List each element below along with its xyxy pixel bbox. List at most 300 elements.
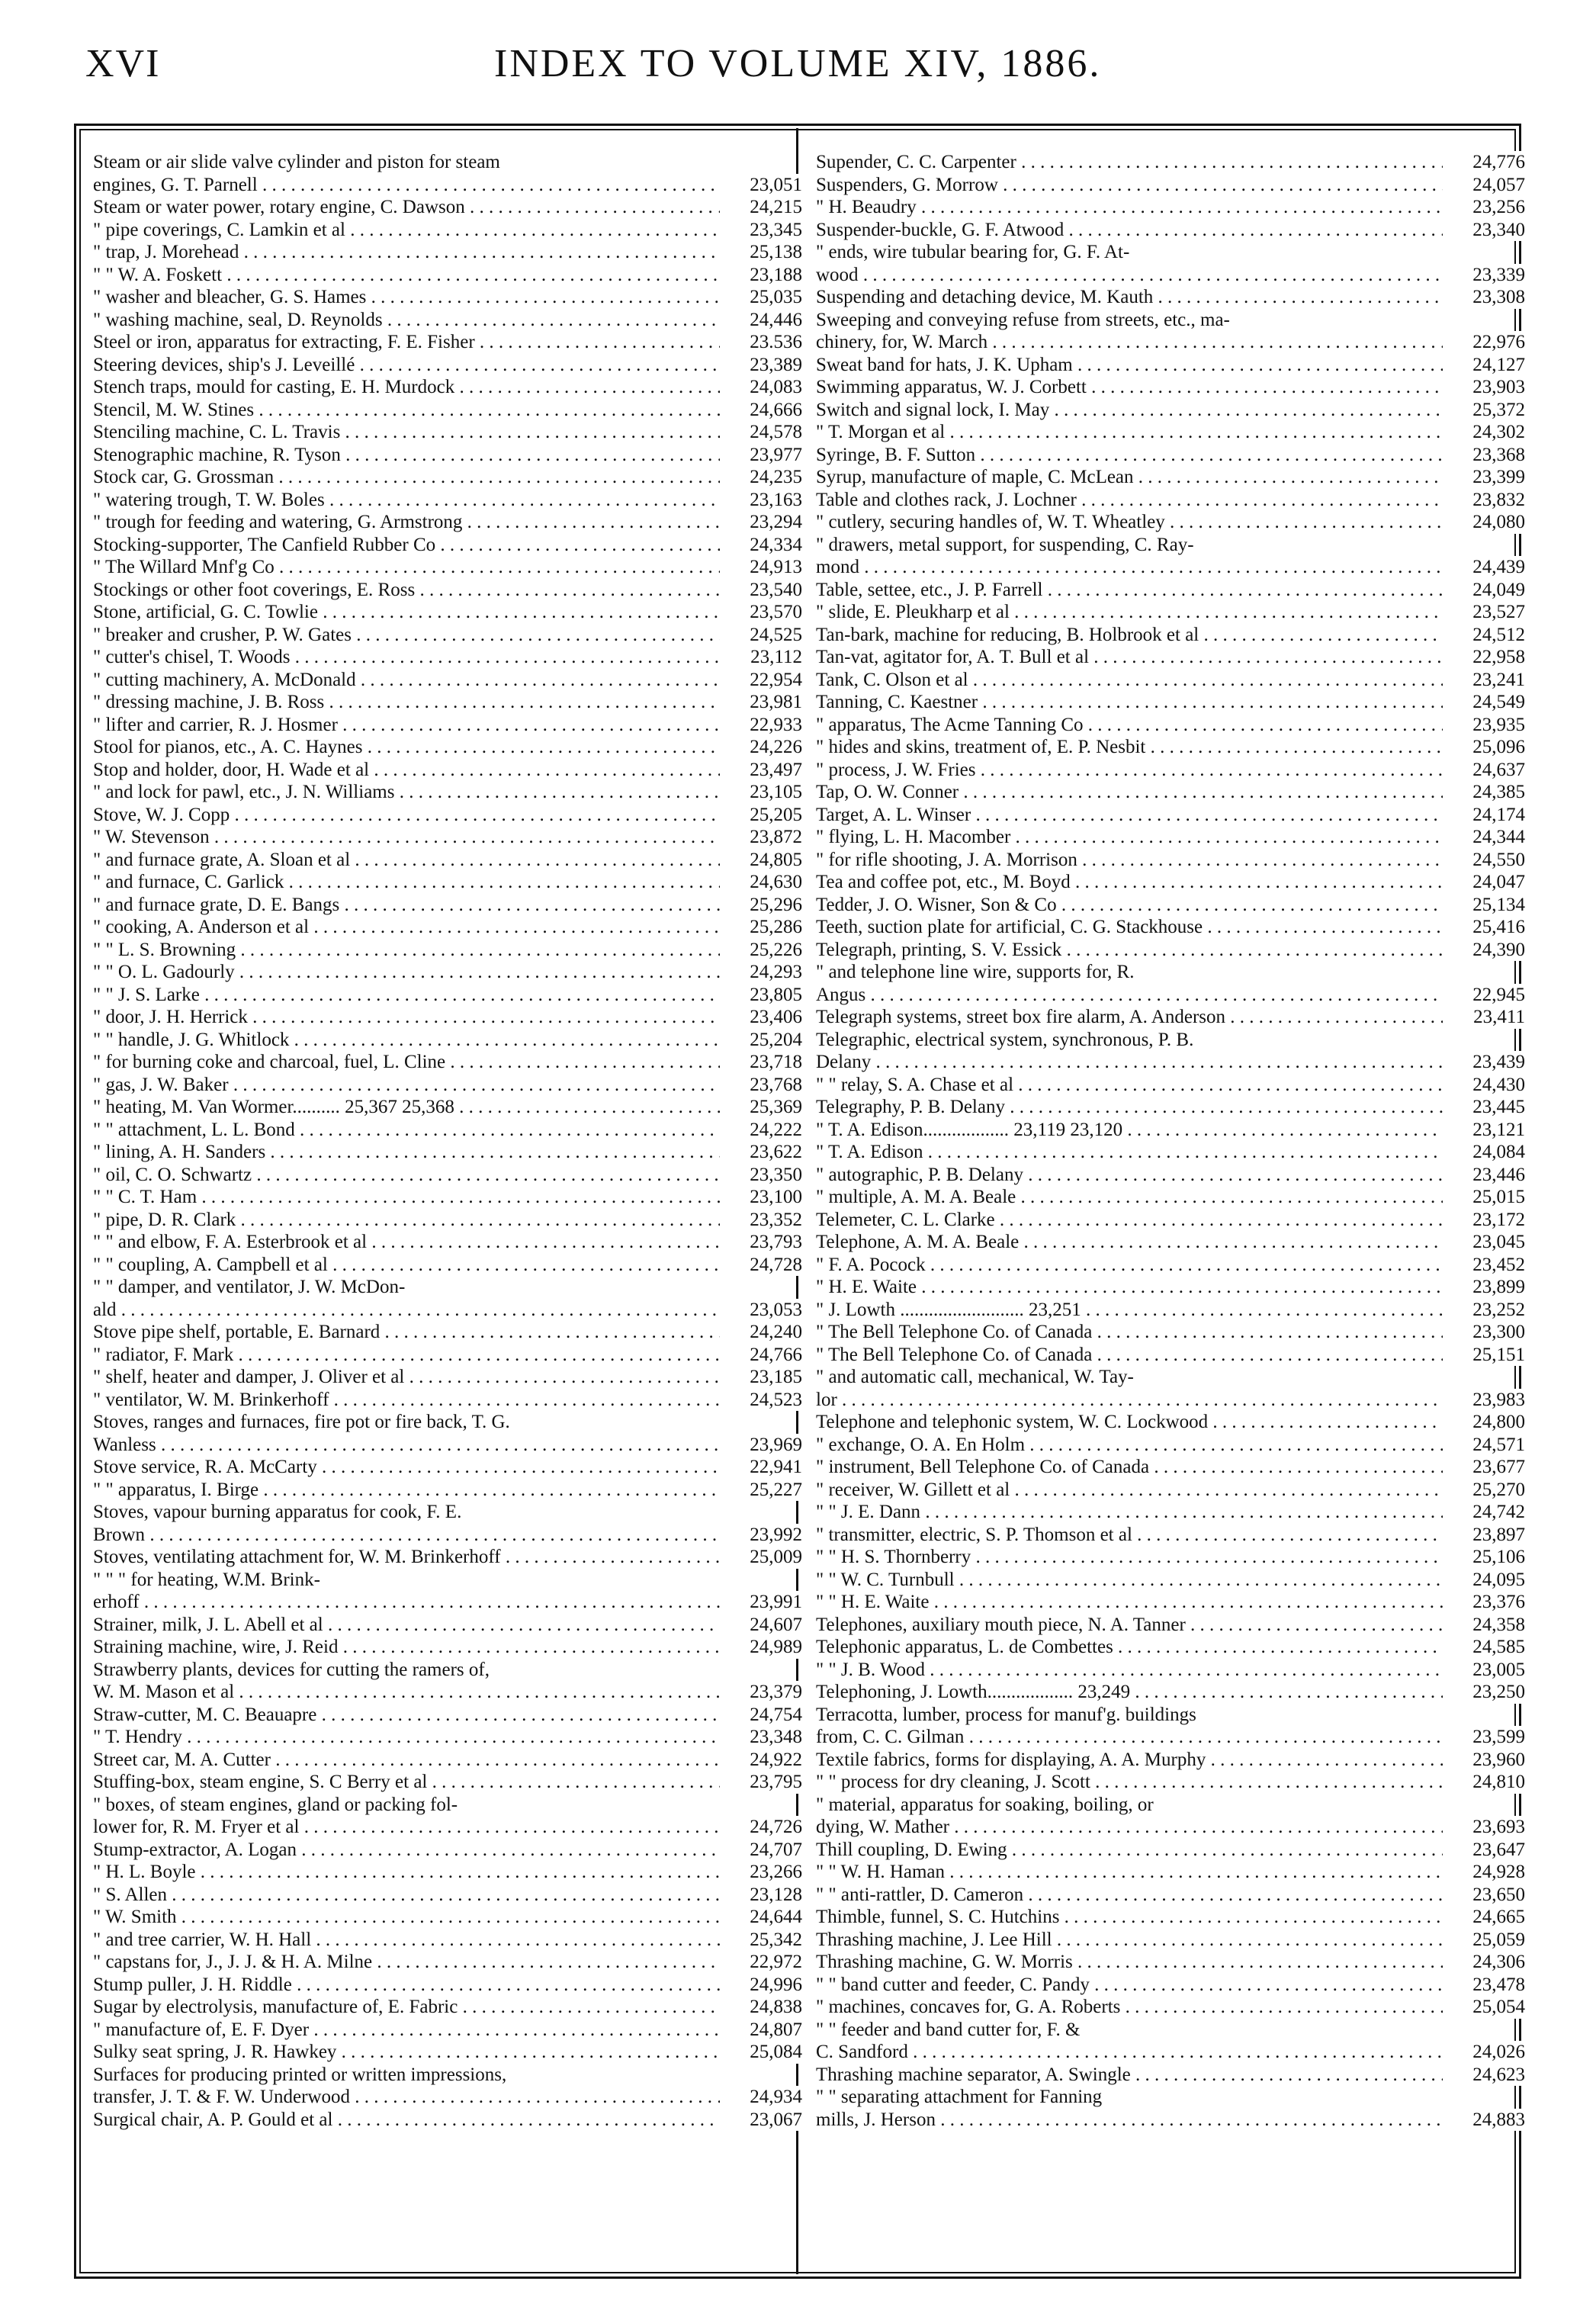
- index-entry-text: " The Willard Mnf'g Co . . .: [93, 556, 802, 579]
- index-entry-text: " " handle, J. G. Whitlock . . .: [93, 1029, 802, 1052]
- index-entry-text: Telephone, A. M. A. Beale . . .: [816, 1231, 1525, 1254]
- index-entry-number: 24,623: [1443, 2064, 1525, 2087]
- index-entry-number: 24,578: [720, 421, 802, 444]
- index-entry-number: 23,935: [1443, 714, 1525, 737]
- index-entry-text: " lifter and carrier, R. J. Hosmer . . .: [93, 714, 802, 737]
- index-entry: [93, 556, 802, 579]
- index-entry: [93, 1096, 802, 1119]
- index-entry-text: " washing machine, seal, D. Reynolds . . .: [93, 309, 802, 332]
- index-entry: [93, 1839, 802, 1862]
- index-entry-number: 23,992: [720, 1524, 802, 1547]
- index-entry: [93, 399, 802, 422]
- index-entry: [816, 1186, 1525, 1209]
- index-entry: [816, 826, 1525, 849]
- index-entry: [93, 916, 802, 939]
- index-entry: [816, 1906, 1525, 1929]
- index-entry-text: C. Sandford . . .: [816, 2041, 1525, 2064]
- index-entry-text: " S. Allen . . .: [93, 1884, 802, 1907]
- index-entry: [816, 444, 1525, 467]
- index-entry-text: " for rifle shooting, J. A. Morrison . . .: [816, 849, 1525, 872]
- index-entry-number: 23,105: [720, 781, 802, 804]
- index-entry: [816, 241, 1525, 264]
- index-entry-text: " " apparatus, I. Birge . . .: [93, 1479, 802, 1502]
- index-entry-text: " instrument, Bell Telephone Co. of Canada . . .: [816, 1456, 1525, 1479]
- index-entry: [93, 1704, 802, 1727]
- index-entry-number: 24,222: [720, 1119, 802, 1142]
- index-entry-number: 23,348: [720, 1726, 802, 1749]
- index-entry-number: 23,345: [720, 219, 802, 242]
- index-entry: [93, 1344, 802, 1367]
- index-entry-number: 23,045: [1443, 1231, 1525, 1254]
- index-entry-number: 23,795: [720, 1771, 802, 1794]
- index-entry: [816, 489, 1525, 512]
- index-entry-number: 23,121: [1443, 1119, 1525, 1142]
- index-entry-number: 24,928: [1443, 1861, 1525, 1884]
- index-entry-text: Brown . . .: [93, 1524, 802, 1547]
- index-entry: [93, 151, 802, 174]
- index-entry-number: 23,352: [720, 1209, 802, 1232]
- index-entry-text: " and tree carrier, W. H. Hall . . .: [93, 1929, 802, 1952]
- index-entry-text: " " relay, S. A. Chase et al . . .: [816, 1074, 1525, 1097]
- index-entry-text: " cutlery, securing handles of, W. T. Wheatley . . .: [816, 511, 1525, 534]
- index-entry-text: Street car, M. A. Cutter . . .: [93, 1749, 802, 1772]
- index-entry-text: Table, settee, etc., J. P. Farrell . . .: [816, 579, 1525, 602]
- index-entry-number: 23,379: [720, 1681, 802, 1704]
- index-entry-number: 24,083: [720, 376, 802, 399]
- index-entry-number: 25,138: [720, 241, 802, 264]
- index-entry-text: " trough for feeding and watering, G. Armstrong . . .: [93, 511, 802, 534]
- index-entry-text: Stove pipe shelf, portable, E. Barnard . . .: [93, 1321, 802, 1344]
- index-entry-number: 23,005: [1443, 1659, 1525, 1682]
- index-entry: [816, 1636, 1525, 1659]
- index-entry-number: 25,372: [1443, 399, 1525, 422]
- index-entry: [816, 916, 1525, 939]
- index-entry-text: transfer, J. T. & F. W. Underwood . . .: [93, 2086, 802, 2109]
- index-entry: [816, 984, 1525, 1007]
- index-entry: [93, 669, 802, 692]
- index-entry: [816, 781, 1525, 804]
- index-entry-text: Straining machine, wire, J. Reid . . .: [93, 1636, 802, 1659]
- index-entry: [93, 1771, 802, 1794]
- index-entry-text: " shelf, heater and damper, J. Oliver et al . . .: [93, 1366, 802, 1389]
- index-entry-number: 23,693: [1443, 1816, 1525, 1839]
- index-entry-text: " " attachment, L. L. Bond . . .: [93, 1119, 802, 1142]
- index-entry-text: Tan-vat, agitator for, A. T. Bull et al . . .: [816, 646, 1525, 669]
- index-entry-number: 24,127: [1443, 354, 1525, 377]
- index-entry: [93, 646, 802, 669]
- index-entry-text: dying, W. Mather . . .: [816, 1816, 1525, 1839]
- index-entry: [93, 1816, 802, 1839]
- index-entry: [93, 1074, 802, 1097]
- index-entry: [816, 556, 1525, 579]
- index-entry: [93, 1411, 802, 1434]
- index-entry: [816, 1569, 1525, 1592]
- index-entry-number: 24,810: [1443, 1771, 1525, 1794]
- index-entry-text: Tea and coffee pot, etc., M. Boyd . . .: [816, 871, 1525, 894]
- index-entry-number: 25,151: [1443, 1344, 1525, 1367]
- index-entry: [93, 1479, 802, 1502]
- index-entry-number: 24,883: [1443, 2109, 1525, 2132]
- index-entry: [93, 1546, 802, 1569]
- index-entry: [816, 1749, 1525, 1772]
- index-entry-text: " flying, L. H. Macomber . . .: [816, 826, 1525, 849]
- index-entry-number: 23,977: [720, 444, 802, 467]
- index-entry-number: 23,389: [720, 354, 802, 377]
- index-entry-number: 24,512: [1443, 624, 1525, 647]
- index-entry-text: " boxes, of steam engines, gland or packing fol-: [93, 1794, 458, 1815]
- index-entry-text: Steam or air slide valve cylinder and piston for steam: [93, 152, 500, 172]
- index-entry: [816, 579, 1525, 602]
- index-entry: [816, 466, 1525, 489]
- index-entry: [93, 286, 802, 309]
- index-entry-number: 25,009: [720, 1546, 802, 1569]
- index-entry-number: 25,270: [1443, 1479, 1525, 1502]
- index-entry: [816, 1029, 1525, 1052]
- index-entry-text: Stump puller, J. H. Riddle . . .: [93, 1974, 802, 1997]
- index-entry-text: " " anti-rattler, D. Cameron . . .: [816, 1884, 1525, 1907]
- index-entry-number: 24,607: [720, 1614, 802, 1637]
- index-entry-text: " " coupling, A. Campbell et al . . .: [93, 1254, 802, 1277]
- index-entry-text: " T. Hendry . . .: [93, 1726, 802, 1749]
- index-entry-text: lower for, R. M. Fryer et al . . .: [93, 1816, 802, 1839]
- index-entry-text: Stenciling machine, C. L. Travis . . .: [93, 421, 802, 444]
- index-entry-text: " ventilator, W. M. Brinkerhoff . . .: [93, 1389, 802, 1412]
- index-entry-number: 25,134: [1443, 894, 1525, 917]
- index-entry-text: Thimble, funnel, S. C. Hutchins . . .: [816, 1906, 1525, 1929]
- index-entry: [816, 1434, 1525, 1457]
- index-entry-number: 24,776: [1443, 151, 1525, 174]
- index-entry: [816, 624, 1525, 647]
- index-entry-text: ald . . .: [93, 1299, 802, 1322]
- index-entry: [816, 1006, 1525, 1029]
- index-entry: [93, 1794, 802, 1817]
- index-entry: [93, 196, 802, 219]
- index-entry: [816, 196, 1525, 219]
- index-entry-number: 24,334: [720, 534, 802, 557]
- index-entry: [93, 1884, 802, 1907]
- index-entry-text: " pipe coverings, C. Lamkin et al . . .: [93, 219, 802, 242]
- index-entry: [93, 466, 802, 489]
- index-entry-number: 23,172: [1443, 1209, 1525, 1232]
- index-entry-text: Strawberry plants, devices for cutting the ramers of,: [93, 1659, 490, 1680]
- index-entry: [93, 1501, 802, 1524]
- index-entry-number: 24,996: [720, 1974, 802, 1997]
- index-entry-number: 23,411: [1443, 1006, 1525, 1029]
- index-entry: [93, 2064, 802, 2087]
- index-entry: [93, 421, 802, 444]
- index-entry-number: 25,296: [720, 894, 802, 917]
- index-entry: [93, 1164, 802, 1187]
- index-entry-text: Stencil, M. W. Stines . . .: [93, 399, 802, 422]
- index-entry: [93, 1569, 802, 1592]
- index-entry-text: Telephoning, J. Lowth.................. 23,249 . . .: [816, 1681, 1525, 1704]
- index-entry-text: erhoff . . .: [93, 1591, 802, 1614]
- index-entry: [93, 1051, 802, 1074]
- index-entry-text: Telegraph, printing, S. V. Essick . . .: [816, 939, 1525, 962]
- index-entry: [93, 489, 802, 512]
- index-entry: [93, 1254, 802, 1277]
- index-entry: [816, 804, 1525, 827]
- index-entry-text: Sugar by electrolysis, manufacture of, E. Fabric . . .: [93, 1996, 802, 2019]
- index-entry-text: " " feeder and band cutter for, F. &: [816, 2019, 1081, 2040]
- index-entry-number: 23,897: [1443, 1524, 1525, 1547]
- index-entry-number: 23,252: [1443, 1299, 1525, 1322]
- index-entry: [816, 849, 1525, 872]
- index-entry: [816, 174, 1525, 197]
- index-entry-text: chinery, for, W. March . . .: [816, 331, 1525, 354]
- index-entry-number: 24,550: [1443, 849, 1525, 872]
- index-entry: [93, 354, 802, 377]
- index-entry: [816, 1524, 1525, 1547]
- index-entry-number: 23,768: [720, 1074, 802, 1097]
- index-entry-number: 24,358: [1443, 1614, 1525, 1637]
- index-entry: [816, 759, 1525, 782]
- index-entry-text: lor . . .: [816, 1389, 1525, 1412]
- index-entry-text: " T. A. Edison.................. 23,119 23,120 . . .: [816, 1119, 1525, 1142]
- page-number: XVI: [85, 42, 161, 85]
- index-entry: [93, 579, 802, 602]
- index-entry-text: Stock car, G. Grossman . . .: [93, 466, 802, 489]
- index-entry: [93, 1119, 802, 1142]
- index-entry-number: 23,899: [1443, 1276, 1525, 1299]
- index-entry-text: " T. Morgan et al . . .: [816, 421, 1525, 444]
- index-entry-text: Telephonic apparatus, L. de Combettes . . .: [816, 1636, 1525, 1659]
- index-entry-number: 24,525: [720, 624, 802, 647]
- index-entry-number: 25,226: [720, 939, 802, 962]
- index-entry-number: 25,106: [1443, 1546, 1525, 1569]
- index-entry-number: 23,300: [1443, 1321, 1525, 1344]
- index-entry-text: Target, A. L. Winser . . .: [816, 804, 1525, 827]
- index-entry-number: 24,665: [1443, 1906, 1525, 1929]
- index-entry-number: 24,805: [720, 849, 802, 872]
- index-entry: [93, 624, 802, 647]
- index-entry: [93, 759, 802, 782]
- index-entry-number: 24,293: [720, 961, 802, 984]
- index-entry-number: 23,128: [720, 1884, 802, 1907]
- index-entry: [816, 714, 1525, 737]
- index-entry-text: " slide, E. Pleukharp et al . . .: [816, 601, 1525, 624]
- index-entry: [93, 174, 802, 197]
- index-entry: [816, 1929, 1525, 1952]
- index-entry-number: 24,047: [1443, 871, 1525, 894]
- index-entry-text: Switch and signal lock, I. May . . .: [816, 399, 1525, 422]
- index-entry: [93, 331, 802, 354]
- index-entry: [93, 2041, 802, 2064]
- index-entry: [816, 1501, 1525, 1524]
- index-entry-text: " The Bell Telephone Co. of Canada . . .: [816, 1321, 1525, 1344]
- page-title: INDEX TO VOLUME XIV, 1886.: [494, 42, 1102, 85]
- index-entry-number: 24,922: [720, 1749, 802, 1772]
- index-entry-text: Stoves, vapour burning apparatus for cook, F. E.: [93, 1502, 462, 1522]
- index-entry-text: Straw-cutter, M. C. Beauapre . . .: [93, 1704, 802, 1727]
- index-entry: [93, 691, 802, 714]
- index-entry-text: Thrashing machine separator, A. Swingle . . .: [816, 2064, 1525, 2087]
- index-entry: [816, 1074, 1525, 1097]
- index-entry-text: " radiator, F. Mark . . .: [93, 1344, 802, 1367]
- index-entry-text: " " W. A. Foskett . . .: [93, 264, 802, 287]
- index-entry-number: 22,941: [720, 1456, 802, 1479]
- index-entry: [816, 1299, 1525, 1322]
- index-entry-number: 24,049: [1443, 579, 1525, 602]
- index-entry: [816, 1321, 1525, 1344]
- index-entry: [816, 669, 1525, 692]
- index-entry-text: " cooking, A. Anderson et al . . .: [93, 916, 802, 939]
- index-entry: [93, 2086, 802, 2109]
- index-entry-number: 23,100: [720, 1186, 802, 1209]
- index-entry: [816, 309, 1525, 332]
- index-entry: [816, 286, 1525, 309]
- index-entry-text: " J. Lowth .......................... 23,251 . . .: [816, 1299, 1525, 1322]
- index-entry-text: Syrup, manufacture of maple, C. McLean . . .: [816, 466, 1525, 489]
- index-entry: [93, 1434, 802, 1457]
- index-entry-number: 24,095: [1443, 1569, 1525, 1592]
- index-entry-text: " lining, A. H. Sanders . . .: [93, 1141, 802, 1164]
- index-entry: [93, 849, 802, 872]
- index-entry-number: 25,059: [1443, 1929, 1525, 1952]
- index-entry-text: " W. Smith . . .: [93, 1906, 802, 1929]
- index-entry-text: Steering devices, ship's J. Leveillé . . .: [93, 354, 802, 377]
- index-entry-text: " transmitter, electric, S. P. Thomson et al . . .: [816, 1524, 1525, 1547]
- index-entry: [816, 2064, 1525, 2087]
- index-entry: [816, 1839, 1525, 1862]
- index-entry-number: 23,445: [1443, 1096, 1525, 1119]
- index-entry: [93, 894, 802, 917]
- index-entry-number: 23,294: [720, 511, 802, 534]
- index-entry-text: " " L. S. Browning . . .: [93, 939, 802, 962]
- index-entry-number: 23,960: [1443, 1749, 1525, 1772]
- index-entry-text: engines, G. T. Parnell . . .: [93, 174, 802, 197]
- index-entry: [816, 2086, 1525, 2109]
- index-entry-text: Telegraphy, P. B. Delany . . .: [816, 1096, 1525, 1119]
- index-entry-text: " exchange, O. A. En Holm . . .: [816, 1434, 1525, 1457]
- index-entry-number: 23,266: [720, 1861, 802, 1884]
- index-entry: [93, 1366, 802, 1389]
- index-entry-text: " and furnace grate, D. E. Bangs . . .: [93, 894, 802, 917]
- index-entry: [816, 1794, 1525, 1817]
- index-entry-text: " " J. S. Larke . . .: [93, 984, 802, 1007]
- index-entry-number: 23,981: [720, 691, 802, 714]
- index-entry-number: 24,439: [1443, 556, 1525, 579]
- index-entry: [816, 691, 1525, 714]
- index-entry-number: 23,983: [1443, 1389, 1525, 1412]
- index-entry-number: 23,969: [720, 1434, 802, 1457]
- index-entry-number: 23,570: [720, 601, 802, 624]
- index-entry-text: " W. Stevenson . . .: [93, 826, 802, 849]
- index-entry: [93, 1614, 802, 1637]
- index-entry-text: " and furnace, C. Garlick . . .: [93, 871, 802, 894]
- index-entry-number: 24,742: [1443, 1501, 1525, 1524]
- index-entry-number: 24,549: [1443, 691, 1525, 714]
- index-entry-number: 23,497: [720, 759, 802, 782]
- index-entry-text: " gas, J. W. Baker . . .: [93, 1074, 802, 1097]
- index-entry-number: 23,376: [1443, 1591, 1525, 1614]
- index-entry: [93, 1141, 802, 1164]
- index-entry-text: W. M. Mason et al . . .: [93, 1681, 802, 1704]
- index-entry-text: " and furnace grate, A. Sloan et al . . .: [93, 849, 802, 872]
- index-entry-text: " " J. E. Dann . . .: [816, 1501, 1525, 1524]
- index-entry: [816, 1276, 1525, 1299]
- index-entry-text: " " and elbow, F. A. Esterbrook et al . . .: [93, 1231, 802, 1254]
- index-entry: [816, 1681, 1525, 1704]
- index-entry: [816, 376, 1525, 399]
- index-entry-text: Tedder, J. O. Wisner, Son & Co . . .: [816, 894, 1525, 917]
- index-entry-number: 23,903: [1443, 376, 1525, 399]
- index-entry-number: 24,934: [720, 2086, 802, 2109]
- index-entry: [93, 1749, 802, 1772]
- index-entry-number: 24,390: [1443, 939, 1525, 962]
- index-entry-number: 23,368: [1443, 444, 1525, 467]
- index-entry: [93, 871, 802, 894]
- index-entry-number: 24,306: [1443, 1951, 1525, 1974]
- index-entry: [93, 219, 802, 242]
- index-entry-number: 24,807: [720, 2019, 802, 2042]
- index-entry-text: Stockings or other foot coverings, E. Ross . . .: [93, 579, 802, 602]
- index-entry-text: " for burning coke and charcoal, fuel, L. Cline . . .: [93, 1051, 802, 1074]
- index-entry-number: 24,235: [720, 466, 802, 489]
- index-entry: [93, 1299, 802, 1322]
- index-entry-number: 25,342: [720, 1929, 802, 1952]
- index-entry: [816, 219, 1525, 242]
- index-entry: [816, 1411, 1525, 1434]
- index-entry: [93, 1951, 802, 1974]
- index-entry: [816, 1479, 1525, 1502]
- index-entry-number: 24,057: [1443, 174, 1525, 197]
- index-entry-number: 24,571: [1443, 1434, 1525, 1457]
- index-entry-text: " H. E. Waite . . .: [816, 1276, 1525, 1299]
- index-entry-number: 25,205: [720, 804, 802, 827]
- index-entry-number: 22,954: [720, 669, 802, 692]
- index-entry: [93, 804, 802, 827]
- index-entry-number: 25,096: [1443, 736, 1525, 759]
- index-entry-text: " and automatic call, mechanical, W. Tay-: [816, 1367, 1134, 1387]
- index-entry-text: " pipe, D. R. Clark . . .: [93, 1209, 802, 1232]
- index-entry-text: Tanning, C. Kaestner . . .: [816, 691, 1525, 714]
- index-entry-text: Teeth, suction plate for artificial, C. G. Stackhouse . . .: [816, 916, 1525, 939]
- index-entry-text: " door, J. H. Herrick . . .: [93, 1006, 802, 1029]
- index-entry-number: 23,805: [720, 984, 802, 1007]
- index-entry-text: Stenographic machine, R. Tyson . . .: [93, 444, 802, 467]
- index-entry: [816, 1456, 1525, 1479]
- index-entry: [93, 309, 802, 332]
- index-entry: [816, 151, 1525, 174]
- index-entry-number: 24,523: [720, 1389, 802, 1412]
- index-entry: [816, 1546, 1525, 1569]
- index-entry-number: 23,793: [720, 1231, 802, 1254]
- index-entry: [816, 1726, 1525, 1749]
- index-entry-text: " " separating attachment for Fanning: [816, 2087, 1103, 2107]
- index-entry: [816, 1614, 1525, 1637]
- index-entry-text: " hides and skins, treatment of, E. P. Nesbit . . .: [816, 736, 1525, 759]
- index-entry: [816, 1231, 1525, 1254]
- index-entry: [816, 1051, 1525, 1074]
- index-entry-number: 23,308: [1443, 286, 1525, 309]
- index-entry-text: " trap, J. Morehead . . .: [93, 241, 802, 264]
- index-entry-number: 23,399: [1443, 466, 1525, 489]
- index-entry-number: 23,163: [720, 489, 802, 512]
- index-entry-number: 23,446: [1443, 1164, 1525, 1187]
- index-entry-text: " machines, concaves for, G. A. Roberts . . .: [816, 1996, 1525, 2019]
- index-entry: [816, 2109, 1525, 2132]
- index-entry-number: 24,800: [1443, 1411, 1525, 1434]
- index-entry-text: " apparatus, The Acme Tanning Co . . .: [816, 714, 1525, 737]
- index-entry-number: 25,369: [720, 1096, 802, 1119]
- index-entry-text: Stone, artificial, G. C. Towlie . . .: [93, 601, 802, 624]
- index-entry-text: " The Bell Telephone Co. of Canada . . .: [816, 1344, 1525, 1367]
- index-entry-number: 23,650: [1443, 1884, 1525, 1907]
- index-entry: [816, 264, 1525, 287]
- index-entry-number: 24,644: [720, 1906, 802, 1929]
- index-entry-number: 24,913: [720, 556, 802, 579]
